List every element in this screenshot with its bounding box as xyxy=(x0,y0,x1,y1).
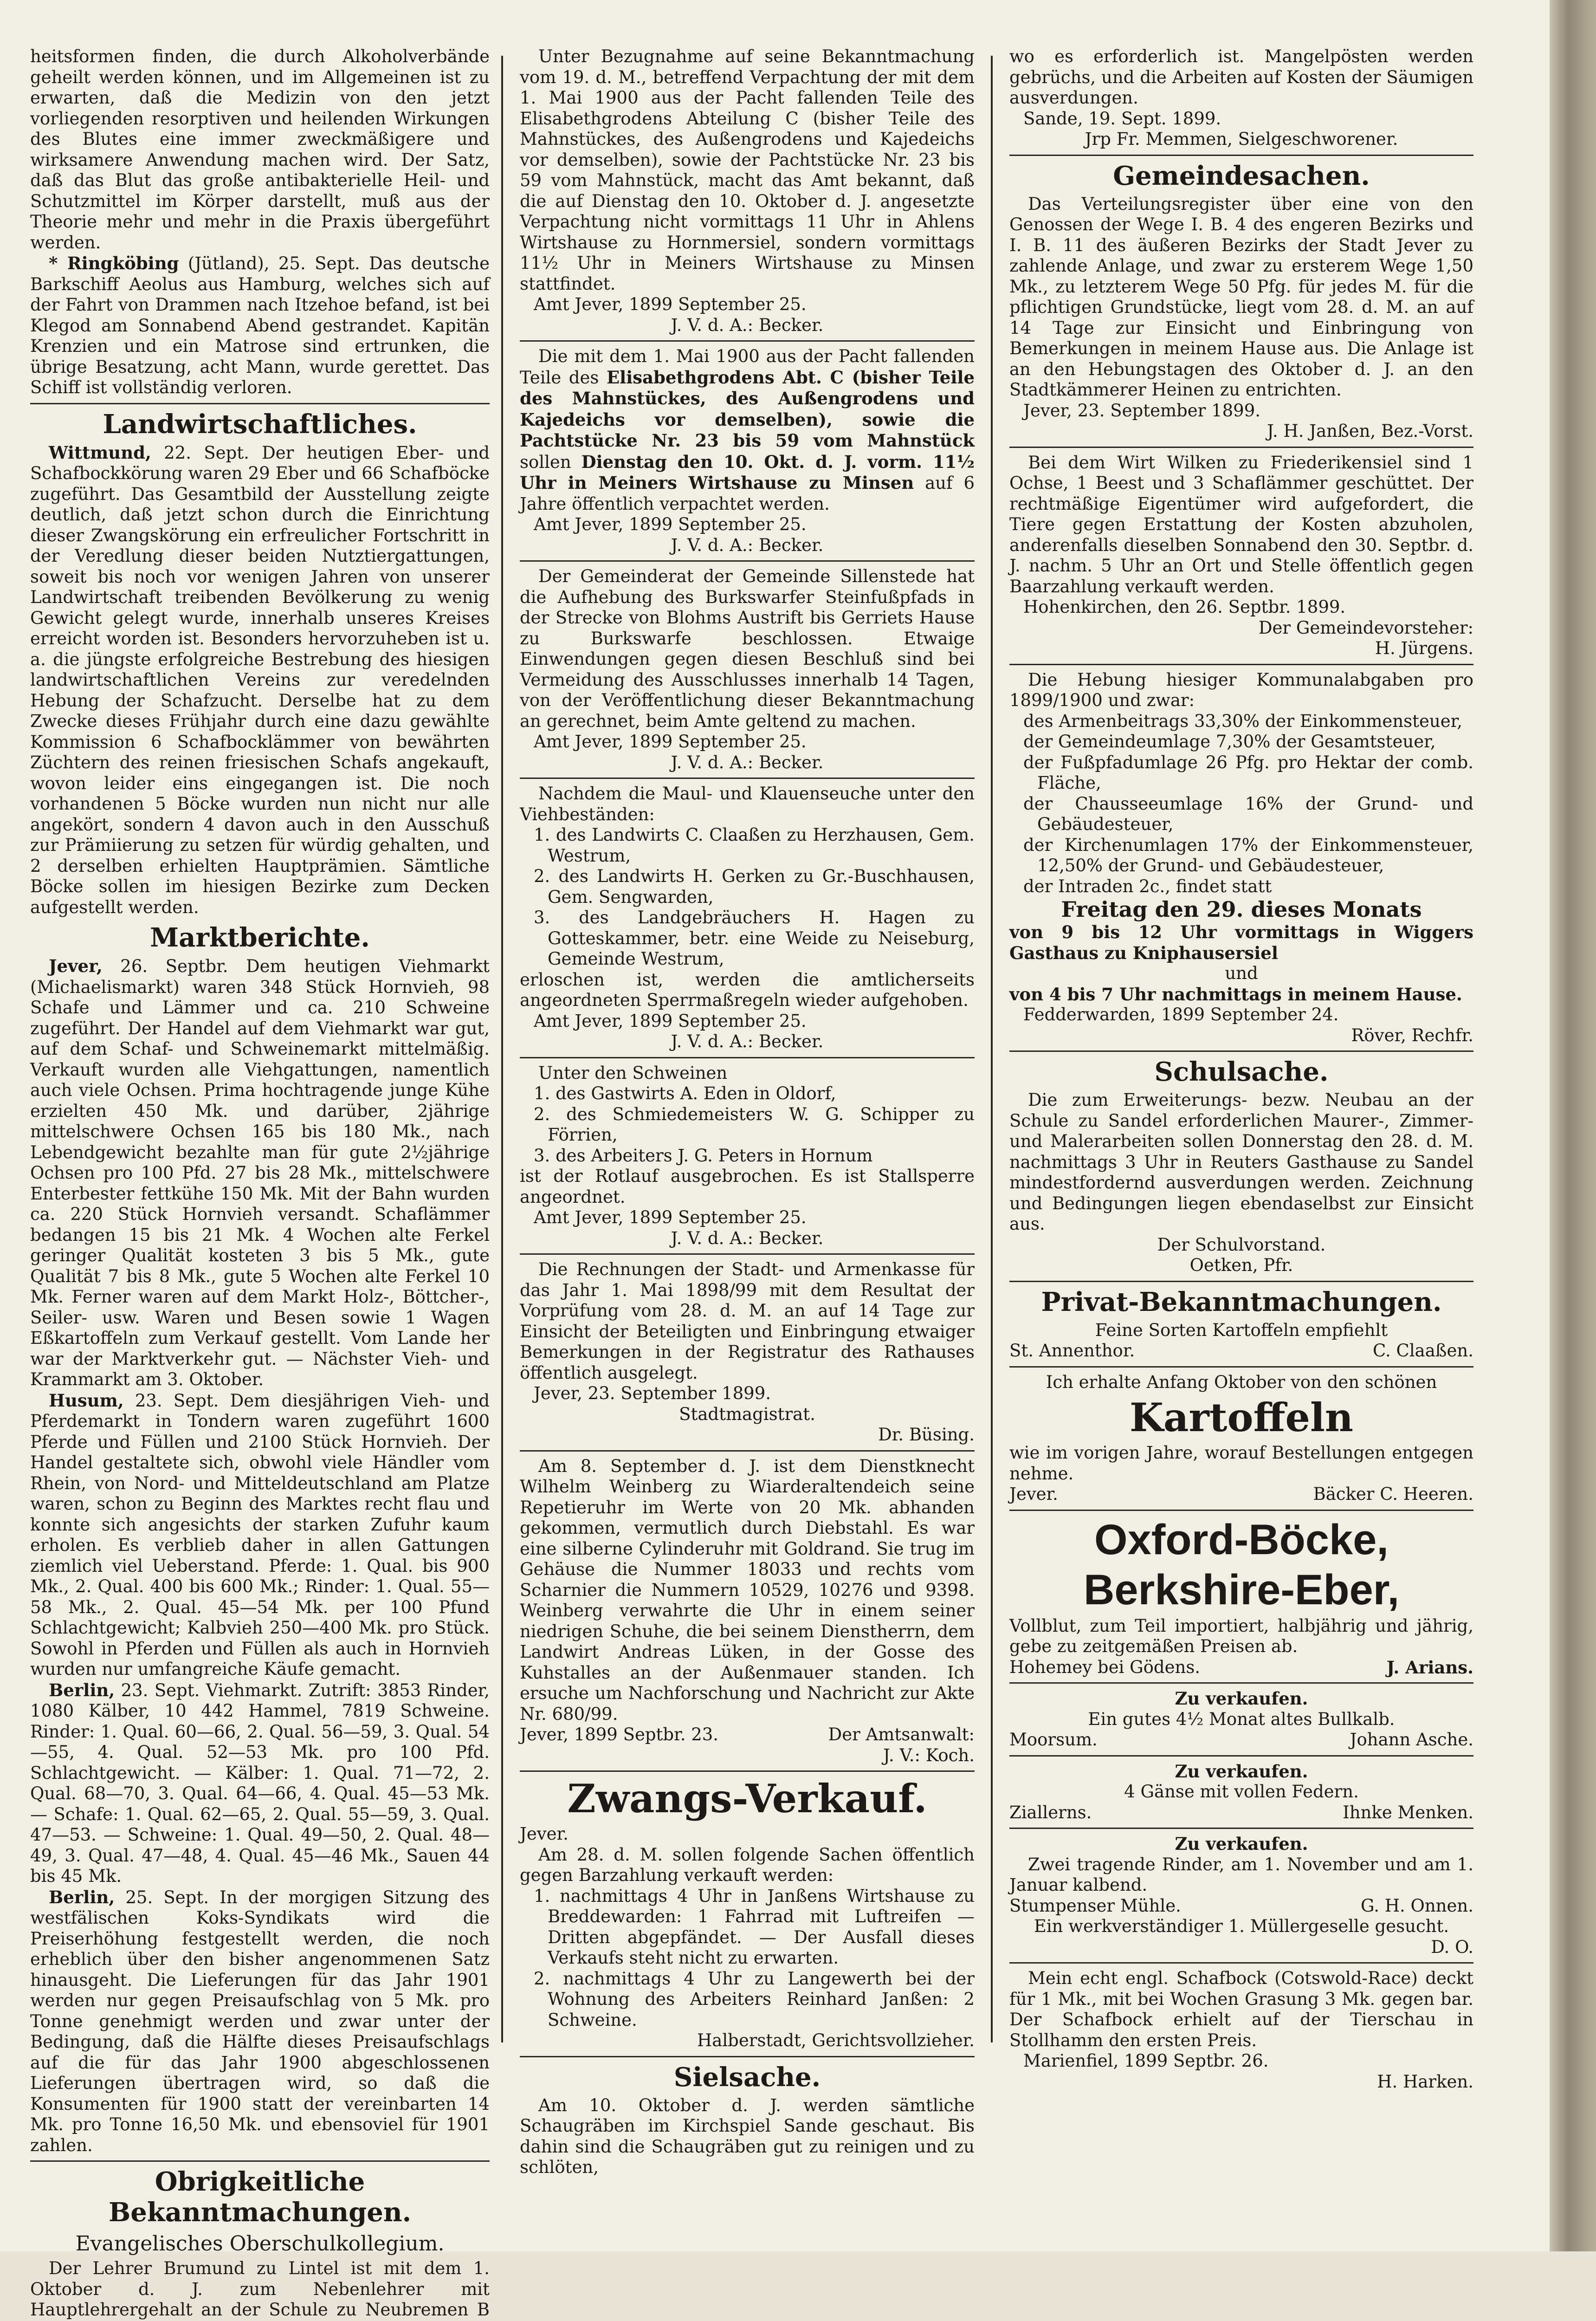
connector: und xyxy=(1225,963,1258,983)
divider xyxy=(1009,1050,1473,1052)
list-item: der Intraden 2c., findet statt xyxy=(1023,876,1272,896)
ad-footer: Moorsum. Johann Asche. xyxy=(1009,1730,1473,1750)
notice-date: Amt Jever, 1899 September 25. xyxy=(534,1011,807,1031)
ad-kartoffeln-heeren: Ich erhalte Anfang Oktober von den schönen xyxy=(1046,1372,1437,1392)
column-divider xyxy=(501,56,503,2042)
list-item: des Armenbeitrags 33,30% der Einkommensteuer, xyxy=(1023,711,1463,731)
section-heading-marktberichte: Marktberichte. xyxy=(150,922,370,953)
notice-date: Hohenkirchen, den 26. Septbr. 1899. xyxy=(1023,597,1346,617)
notice-date: Fedderwarden, 1899 September 24. xyxy=(1023,1005,1339,1024)
notice-signature: Dr. Büsing. xyxy=(878,1425,975,1445)
notice-seuche-intro: Nachdem die Maul- und Klauenseuche unter den Viehbeständen: xyxy=(520,784,975,824)
divider xyxy=(520,1253,975,1255)
notice-date: Amt Jever, 1899 September 25. xyxy=(534,294,807,314)
notice-signature: J. V.: Koch. xyxy=(883,1745,975,1765)
notice-signature: H. Jürgens. xyxy=(1375,638,1473,658)
zwangsverkauf-text: Am 28. d. M. sollen folgende Sachen öffentlich gegen Barzahlung verkauft werden: xyxy=(520,1844,975,1885)
divider xyxy=(520,1057,975,1058)
ad-oxford-title: Oxford-Böcke, xyxy=(1094,1516,1389,1563)
notice-signature: J. V. d. A.: Becker. xyxy=(671,535,824,555)
divider xyxy=(520,2056,975,2057)
notice-rotlauf-text: ist der Rotlauf ausgebrochen. Es ist Stallsperre angeordnet. xyxy=(520,1166,975,1207)
column-2 xyxy=(520,46,975,2177)
divider xyxy=(1009,1682,1473,1684)
ad-footer: Jever. Bäcker C. Heeren. xyxy=(1009,1484,1473,1504)
list-item: 1. des Landwirts C. Claaßen zu Herzhausen, Gem. Westrum, xyxy=(534,825,975,866)
list-item: der Gemeindeumlage 7,30% der Gesamtsteuer, xyxy=(1023,732,1436,752)
ad-text: Ein gutes 4½ Monat altes Bullkalb. xyxy=(1088,1709,1395,1729)
zwangsverkauf-place: Jever. xyxy=(520,1824,569,1844)
ad-text: Vollblut, zum Teil importiert, halbjährig und jährig, gebe zu zeitgemäßen Preisen ab. xyxy=(1009,1615,1473,1656)
notice-seuche-text: erloschen ist, werden die amtlicherseits angeordneten Sperrmaßregeln wieder aufgehoben. xyxy=(520,969,975,1010)
oberschulkollegium-heading: Evangelisches Oberschulkollegium. xyxy=(75,2232,445,2256)
notice-signature: Röver, Rechfr. xyxy=(1351,1025,1473,1045)
notice-uhr: Am 8. September d. J. ist dem Dienstknecht Wilhelm Weinberg zu Wiarderaltendeich seine Repetieruhr im Werte von 20 Mk. abhanden gekommen, vermutlich durch Diebstahl. Es war eine silberne Cylinderuhr mit Goldrand. Sie trug im Gehäuse die Nummer 18033 und rechts vom Scharnier die Nummern 10529, 10276 und 9398. Weinberg verwahrte die Uhr in einem seiner niedrigen Schuhe, die bei seinem Dienstherrn, dem Landwirt Andreas Lüken, in der Gosse des Kuhstalles an der Außenmauer standen. Ich ersuche um Nachforschung und Nachricht zur Akte Nr. 680/99. xyxy=(520,1456,975,1724)
divider xyxy=(1009,1510,1473,1511)
bold-time: von 9 bis 12 Uhr vormittags in Wiggers Gasthaus zu Kniphausersiel xyxy=(1009,922,1473,963)
ringkobing-article: * Ringköbing (Jütland), 25. Sept. Das deutsche Barkschiff Aeolus aus Hamburg, welches sich auf der Fahrt von Drammen nach Itzehoe befand, ist bei Klegod am Sonnabend Abend gestrandet. Kapitän Krenzien und ein Matrose sind ertrunken, die übrige Besatzung, acht Mann, wurde gerettet. Das Schiff ist vollständig verloren. xyxy=(30,253,490,397)
divider xyxy=(520,340,975,342)
list-item: der Chausseeumlage 16% der Grund- und Gebäudesteuer, xyxy=(1023,793,1473,834)
list-item: der Fußpfadumlage 26 Pfg. pro Hektar der comb. Fläche, xyxy=(1023,752,1473,793)
divider xyxy=(1009,1828,1473,1829)
notice-date: Jever, 23. September 1899. xyxy=(1023,400,1261,421)
ad-signature: D. O. xyxy=(1431,1937,1473,1957)
notice-signature: J. V. d. A.: Becker. xyxy=(671,1228,824,1248)
siel-continuation: wo es erforderlich ist. Mangelpösten werden gebrüchs, und die Arbeiten auf Kosten der Säumigen ausverdungen. xyxy=(1009,46,1473,108)
divider xyxy=(1009,447,1473,448)
notice-signature: J. V. d. A.: Becker. xyxy=(671,1031,824,1051)
notice-signature: Halberstadt, Gerichtsvollzieher. xyxy=(697,2030,975,2050)
ad-schafbock: Mein echt engl. Schafbock (Cotswold-Race) deckt für 1 Mk., mit bei Wochen Grasung 3 Mk. gegen bar. Der Schafbock erhielt auf der Tierschau in Stollhamm den ersten Preis. xyxy=(1009,1968,1473,2050)
divider xyxy=(1009,1755,1473,1757)
ad-text: Zwei tragende Rinder, am 1. November und am 1. Januar kalbend. xyxy=(1009,1854,1473,1895)
divider xyxy=(1009,664,1473,665)
divider xyxy=(520,778,975,779)
ad-text: wie im vorigen Jahre, worauf Bestellungen entgegen nehme. xyxy=(1009,1443,1473,1484)
ad-sale-heading: Zu verkaufen. xyxy=(1175,1761,1308,1782)
list-item: 3. des Arbeiters J. G. Peters in Hornum xyxy=(534,1145,873,1166)
notice-signature: J. H. Janßen, Bez.-Vorst. xyxy=(1266,421,1473,441)
list-item: der Kirchenumlagen 17% der Einkommensteuer, 12,50% der Grund- und Gebäudesteuer, xyxy=(1023,835,1473,875)
notice-date: Amt Jever, 1899 September 25. xyxy=(534,514,807,534)
notice-rechnungen: Die Rechnungen der Stadt- und Armenkasse für das Jahr 1. Mai 1898/99 mit dem Resultat der Vorprüfung vom 28. d. M. an auf 14 Tage zur Einsicht der Beteiligten und Einbringung etwaiger Bemerkungen in der Registratur des Rathauses öffentlich ausgelegt. xyxy=(520,1259,975,1383)
notice-rotlauf-intro: Unter den Schweinen xyxy=(538,1063,728,1083)
sielsache-text: Am 10. Oktober d. J. werden sämtliche Schaugräben im Kirchspiel Sande geschaut. Bis dahin sind die Schaugräben gut zu reinigen und zu schlöten, xyxy=(520,2095,975,2177)
berlin-koks-article: Berlin, 25. Sept. In der morgigen Sitzung des westfälischen Koks-Syndikats wird die Preiserhöhung festgestellt werden, die noch erheblich über den bisher angenommenen Satz hinausgeht. Die Lieferungen für das Jahr 1901 werden nur gegen Preisaufschlag von 5 Mk. pro Tonne genehmigt werden und zwar unter der Bedingung, daß die Hälfte dieses Preisaufschlags auf die für das Jahr 1900 abgeschlossenen Lieferungen übertragen wird, so daß die Konsumenten für 1900 statt der vereinbarten 14 Mk. pro Tonne 16,50 Mk. und ebensoviel für 1901 zahlen. xyxy=(30,1887,490,2155)
ad-kartoffeln-claassen: Feine Sorten Kartoffeln empfiehlt xyxy=(1095,1320,1388,1340)
notice-signature: Der Schulvorstand. xyxy=(1157,1234,1326,1255)
wittmund-article: Wittmund, 22. Sept. Der heutigen Eber- und Schafbockkörung waren 29 Eber und 66 Schafböcke zugeführt. Das Gesamtbild der Ausstellung zeigte deutlich, daß jetzt schon durch die Einrichtung dieser Zwangskörung ein erfreulicher Fortschritt in der Veredlung dieser beiden Nutztiergattungen, soweit bis noch vor wenigen Jahren von unserer Landwirtschaft treibenden Bevölkerung zu wenig Gewicht gelegt wurde, innerhalb unseres Kreises erreicht worden ist. Besonders hervorzuheben ist u. a. die jüngste erfolgreiche Bestrebung des hiesigen landwirtschaftlichen Vereins zur veredelnden Hebung der Schafzucht. Derselbe hat zu dem Zwecke dieses Frühjahr durch eine dazu gewählte Kommission 6 Schafbocklämmer von bewährten Züchtern des reinen friesischen Schafs angekauft, wovon leider eins eingegangen ist. Die noch vorhandenen 5 Böcke wurden nun nicht nur alle angekört, sondern 4 davon auch in den Ausschuß zur Prämiierung zu setzen für würdig gehalten, und 2 derselben erhielten Hauptprämien. Sämtliche Böcke sollen im hiesigen Bezirke zum Decken aufgestellt werden. xyxy=(30,442,490,917)
oberschul-notice: Der Lehrer Brumund zu Lintel ist mit dem 1. Oktober d. J. zum Nebenlehrer mit Hauptlehrergehalt an der Schule zu Neubremen B xyxy=(30,2258,490,2320)
notice-signature: J. V. d. A.: Becker. xyxy=(671,752,824,772)
notice-date: Sande, 19. Sept. 1899. xyxy=(1023,108,1221,129)
notice-friederikensiel: Bei dem Wirt Wilken zu Friederikensiel sind 1 Ochse, 1 Beest und 3 Schaflämmer geschüttet. Der rechtmäßige Eigentümer wird aufgefordert, die Tiere gegen Erstattung der Kosten abzuholen, anderenfalls dieselben Sonnabend den 30. Septbr. d. J. nachm. 5 Uhr an Ort und Stelle öffentlich gegen Baarzahlung verkauft werden. xyxy=(1009,452,1473,596)
ad-kartoffeln-title: Kartoffeln xyxy=(1130,1394,1353,1440)
notice-verteilungsregister: Das Verteilungsregister über eine von den Genossen der Wege I. B. 4 des engeren Bezirks und I. B. 11 des äußeren Bezirks der Stadt Jever zu zahlende Anlage, und zwar zu ersterem Wege 1,50 Mk., zu letzterem Wege 50 Pfg. für jedes M. für die pflichtigen Grundstücke, liegt vom 28. d. M. an auf 14 Tage zur Einsicht und Einbringung von Bemerkungen in meinem Hause aus. Die Anlage ist an den Hebungstagen des Oktober d. J. an den Stadtkämmerer Heinen zu entrichten. xyxy=(1009,194,1473,400)
ad-sale-heading: Zu verkaufen. xyxy=(1175,1688,1308,1709)
notice-pacht-2: Die mit dem 1. Mai 1900 aus der Pacht fallenden Teile des Elisabethgrodens Abt. C (bisher Teile des Mahnstückes, des Außengrodens und Kajedeichs vor demselben), sowie die Pachtstücke Nr. 23 bis 59 vom Mahnstück sollen Dienstag den 10. Okt. d. J. vorm. 11½ Uhr in Meiners Wirtshause zu Minsen auf 6 Jahre öffentlich verpachtet werden. xyxy=(520,346,975,514)
section-heading-obrigkeitliche: Obrigkeitliche Bekanntmachungen. xyxy=(108,2166,412,2228)
notice-schule-sandel: Die zum Erweiterungs- bezw. Neubau an der Schule zu Sandel erforderlichen Maurer-, Zimmer- und Malerarbeiten sollen Donnerstag den 28. d. M. nachmittags 3 Uhr in Reuters Gasthause zu Sandel mindestfordernd ausverdungen werden. Zeichnung und Bedingungen liegen ebendaselbst zur Einsicht aus. xyxy=(1009,1090,1473,1234)
divider xyxy=(1009,155,1473,156)
notice-date: Jever, 23. September 1899. xyxy=(534,1383,771,1403)
ad-footer: St. Annenthor. C. Claaßen. xyxy=(1009,1341,1473,1361)
notice-pacht-1: Unter Bezugnahme auf seine Bekanntmachung vom 19. d. M., betreffend Verpachtung der mit dem 1. Mai 1900 aus der Pacht fallenden Teile des Elisabethgrodens Abteilung C (bisher Teile des Mahnstückes, des Außengrodens und Kajedeichs vor demselben), sowie der Pachtstücke Nr. 23 bis 59 vom Mahnstück, macht das Amt bekannt, daß die auf Dienstag den 10. Oktober d. J. angesetzte Verpachtung nicht vormittags 11 Uhr in Ahlens Wirtshause zu Hornmersiel, sondern vormittags 11½ Uhr in Meiners Wirtshause zu Minsen stattfindet. xyxy=(520,46,975,294)
notice-footer: Jever, 1899 Septbr. 23. Der Amtsanwalt: xyxy=(520,1725,975,1744)
notice-date: Amt Jever, 1899 September 25. xyxy=(534,732,807,752)
list-item: 3. des Landgebräuchers H. Hagen zu Gotteskammer, betr. eine Weide zu Neiseburg, Gemeinde Westrum, xyxy=(534,908,975,969)
notice-signature: Stadtmagistrat. xyxy=(679,1404,815,1424)
divider xyxy=(520,1770,975,1772)
health-article-end: heitsformen finden, die durch Alkoholverbände geheilt werden können, und im Allgemeinen ist zu erwarten, daß die Medizin von den jetzt vorliegenden resorptiven und heilenden Wirkungen des Blutes eine immer zweckmäßigere und wirksamere Anwendung machen wird. Der Satz, daß das Blut das große antibakterielle Heil- und Schutzmittel im Körper darstellt, muß aus der Theorie mehr und mehr in die Praxis übergeführt werden. xyxy=(30,46,490,253)
column-1 xyxy=(30,46,490,2320)
notice-date: Amt Jever, 1899 September 25. xyxy=(534,1207,807,1227)
ad-signature: H. Harken. xyxy=(1377,2071,1473,2092)
ad-footer: Stumpenser Mühle. G. H. Onnen. xyxy=(1009,1895,1473,1916)
page-edge xyxy=(1550,0,1596,2251)
list-item: 1. des Gastwirts A. Eden in Oldorf, xyxy=(534,1083,836,1103)
notice-sillenstede: Der Gemeinderat der Gemeinde Sillenstede hat die Aufhebung des Burkswarfer Steinfußpfads in der Strecke von Blohms Austrift bis Gerriets Hause zu Burkswarfe beschlossen. Etwaige Einwendungen gegen diesen Beschluß sind bei Vermeidung des Ausschlusses innerhalb 14 Tagen, von der Veröffentlichung dieser Bekanntmachung an gerechnet, beim Amte geltend zu machen. xyxy=(520,566,975,731)
zwangsverkauf-heading: Zwangs-Verkauf. xyxy=(567,1776,927,1822)
bold-date: Freitag den 29. dieses Monats xyxy=(1061,897,1422,922)
bold-time: von 4 bis 7 Uhr nachmittags in meinem Hause. xyxy=(1009,984,1462,1005)
divider xyxy=(520,1450,975,1452)
divider xyxy=(1009,1281,1473,1282)
schulsache-heading: Schulsache. xyxy=(1154,1057,1329,1087)
divider xyxy=(520,560,975,562)
ad-text: Ein werkverständiger 1. Müllergeselle gesucht. xyxy=(1034,1916,1449,1936)
ad-footer: Hohemey bei Gödens. J. Arians. xyxy=(1009,1657,1473,1678)
jever-market-article: Jever, 26. Septbr. Dem heutigen Viehmarkt (Michaelismarkt) waren 348 Stück Hornvieh, 98 Schafe und Lämmer und ca. 210 Schweine zugeführt. Der Handel auf dem Viehmarkt war gut, auf dem Schaf- und Schweinemarkt mittelmäßig. Verkauft wurden alle Viehgattungen, namentlich auch viele Ochsen. Prima hochtragende junge Kühe erzielten 450 Mk. und darüber, 2jährige mittelschwere Ochsen 165 bis 180 Mk., nach Lebendgewicht bezahlte man für gute 2½jährige Ochsen pro 100 Pfd. 27 bis 28 Mk., mittelschwere Enterbester fettkühe 150 Mk. Mit der Bahn wurden ca. 220 Stück Hornvieh versandt. Schaflämmer bedangen 15 bis 21 Mk. 4 Wochen alte Ferkel geringer Qualität kosteten 3 bis 5 Mk., gute Qualität 7 bis 8 Mk., gute 5 Wochen alte Ferkel 10 Mk. Ferner waren auf dem Markt Holz-, Böttcher-, Seiler- usw. Waren und Besen sowie 1 Wagen Eßkartoffeln zum Verkauf gestellt. Vom Lande her war der Marktverkehr gut. — Nächster Vieh- und Krammarkt am 3. Oktober. xyxy=(30,956,490,1389)
list-item: 2. des Landwirts H. Gerken zu Gr.-Buschhausen, Gem. Sengwarden, xyxy=(534,866,975,907)
berlin-market-article: Berlin, 23. Sept. Viehmarkt. Zutrift: 3853 Rinder, 1080 Kälber, 10 442 Hammel, 7819 Schweine. Rinder: 1. Qual. 60—66, 2. Qual. 56—59, 3. Qual. 54—55, 4. Qual. 52—53 Mk. pro 100 Pfd. Schlachtgewicht. — Kälber: 1. Qual. 71—72, 2. Qual. 68—70, 3. Qual. 64—66, 4. Qual. 45—53 Mk. — Schafe: 1. Qual. 62—65, 2. Qual. 55—59, 3. Qual. 47—53. — Schweine: 1. Qual. 49—50, 2. Qual. 48—49, 3. Qual. 47—48, 4. Qual. 45—46 Mk., Sauen 44 bis 45 Mk. xyxy=(30,1679,490,1886)
divider xyxy=(1009,1366,1473,1368)
notice-signature: Jrp Fr. Memmen, Sielgeschworener. xyxy=(1085,129,1398,149)
list-item: 2. nachmittags 4 Uhr zu Langewerth bei der Wohnung des Arbeiters Reinhard Janßen: 2 Schweine. xyxy=(534,1968,975,2030)
column-divider xyxy=(991,56,993,2042)
notice-signature: J. V. d. A.: Becker. xyxy=(671,315,824,335)
gemeindesachen-heading: Gemeindesachen. xyxy=(1113,160,1370,191)
column-3 xyxy=(1009,46,1473,2092)
ad-sale-heading: Zu verkaufen. xyxy=(1175,1834,1308,1854)
husum-article: Husum, 23. Sept. Dem diesjährigen Vieh- und Pferdemarkt in Tondern waren zugeführt 1600 Pferde und Füllen und 2100 Stück Hornvieh. Der Handel gestaltete sich, obwohl viele Händler vom Rhein, von Nord- und Mitteldeutschland am Platze waren, schon zu Beginn des Marktes recht flau und konnte sich angesichts der starken Zufuhr kaum erholen. Es verblieb daher in allen Gattungen ziemlich viel Ueberstand. Pferde: 1. Qual. bis 900 Mk., 2. Qual. 400 bis 600 Mk.; Rinder: 1. Qual. 55—58 Mk., 2. Qual. 45—54 Mk. per 100 Pfund Schlachtgewicht; Kalbvieh 250—400 Mk. pro Stück. Sowohl in Pferden und Füllen als auch in Hornvieh wurden nur umfangreiche Käufe gemacht. xyxy=(30,1390,490,1679)
divider xyxy=(1009,1962,1473,1964)
section-heading-landwirtschaft: Landwirtschaftliches. xyxy=(103,408,417,440)
notice-signature: Oetken, Pfr. xyxy=(1189,1255,1293,1275)
ad-text: 4 Gänse mit vollen Federn. xyxy=(1124,1782,1359,1802)
ad-footer: Ziallerns. Ihnke Menken. xyxy=(1009,1802,1473,1822)
divider xyxy=(30,2160,490,2162)
notice-kommunalabgaben: Die Hebung hiesiger Kommunalabgaben pro 1899/1900 und zwar: xyxy=(1009,669,1473,710)
notice-signature: Der Gemeindevorsteher: xyxy=(1258,617,1473,638)
sielsache-heading: Sielsache. xyxy=(673,2062,821,2093)
list-item: 2. des Schmiedemeisters W. G. Schipper zu Förrien, xyxy=(534,1104,975,1145)
list-item: 1. nachmittags 4 Uhr in Janßens Wirtshause zu Breddewarden: 1 Fahrrad mit Luftreifen — Dritten abgepfändet. — Der Ausfall dieses Verkaufs steht nicht zu erwarten. xyxy=(534,1886,975,1968)
ad-berkshire-title: Berkshire-Eber, xyxy=(1083,1566,1400,1614)
privat-heading: Privat-Bekanntmachungen. xyxy=(1041,1286,1442,1317)
divider xyxy=(30,403,490,404)
notice-date: Marienfiel, 1899 Septbr. 26. xyxy=(1023,2051,1269,2071)
